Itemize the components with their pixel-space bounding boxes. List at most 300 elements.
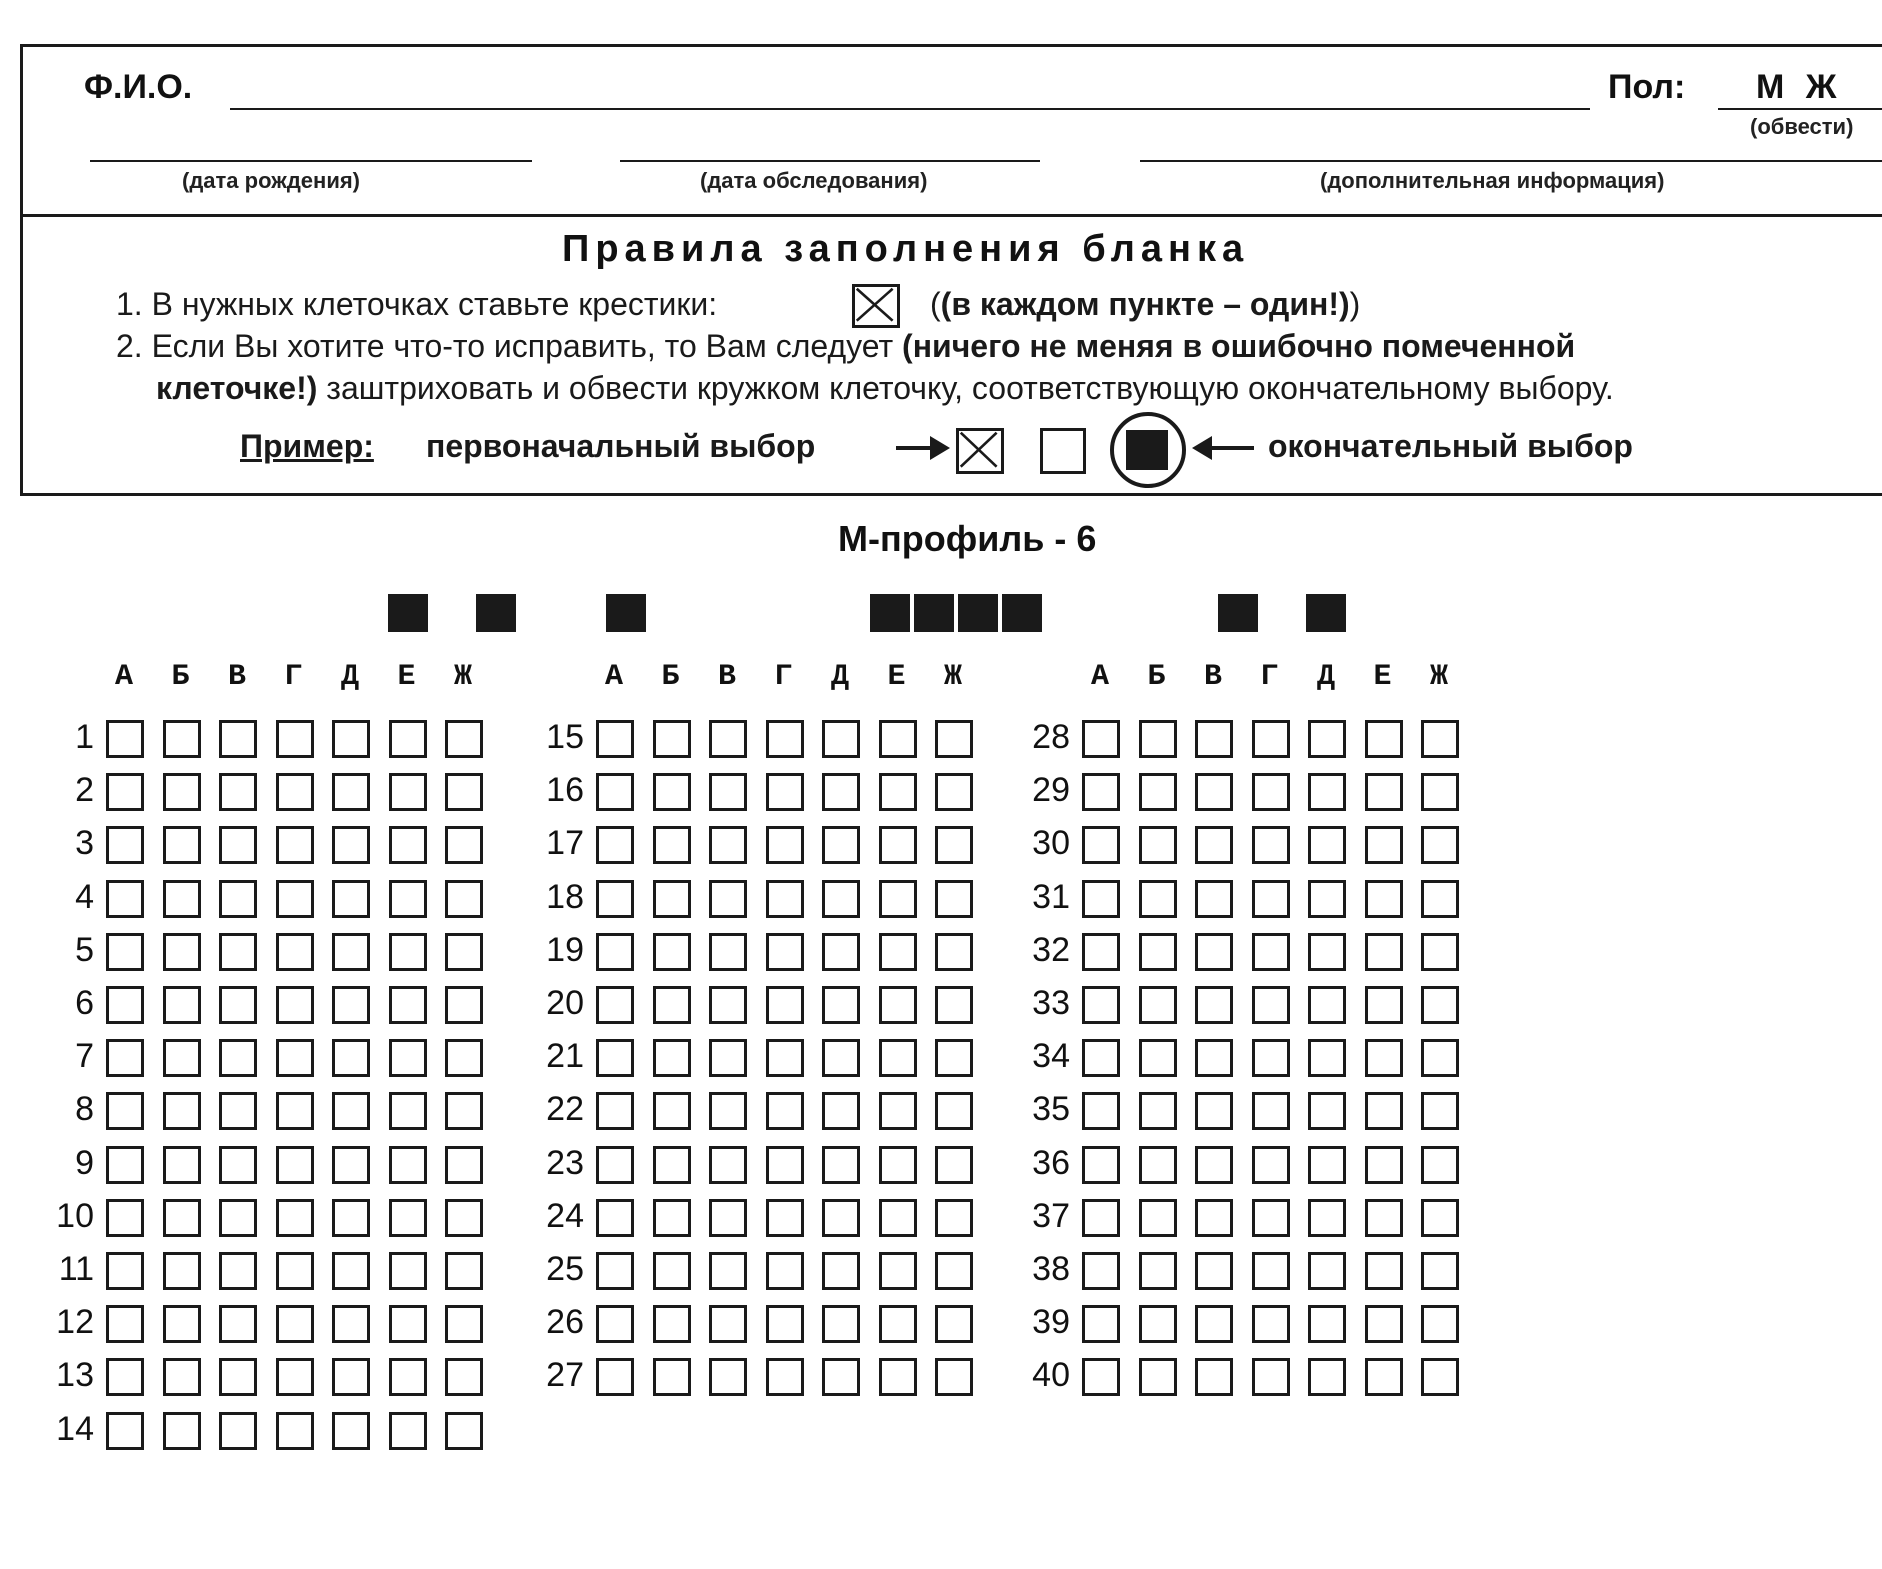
answer-checkbox[interactable] — [445, 933, 483, 971]
answer-checkbox[interactable] — [1195, 880, 1233, 918]
answer-checkbox[interactable] — [1421, 1252, 1459, 1290]
answer-checkbox[interactable] — [389, 1146, 427, 1184]
answer-checkbox[interactable] — [1252, 826, 1290, 864]
answer-checkbox[interactable] — [596, 1358, 634, 1396]
answer-checkbox[interactable] — [1421, 1199, 1459, 1237]
answer-checkbox[interactable] — [879, 1146, 917, 1184]
answer-checkbox[interactable] — [1139, 986, 1177, 1024]
answer-checkbox[interactable] — [332, 1412, 370, 1450]
answer-checkbox[interactable] — [332, 986, 370, 1024]
answer-checkbox[interactable] — [332, 880, 370, 918]
answer-checkbox[interactable] — [163, 773, 201, 811]
answer-checkbox[interactable] — [1252, 1039, 1290, 1077]
answer-checkbox[interactable] — [106, 720, 144, 758]
answer-checkbox[interactable] — [332, 1199, 370, 1237]
answer-checkbox[interactable] — [1195, 826, 1233, 864]
answer-checkbox[interactable] — [766, 1305, 804, 1343]
row-number: 36 — [1032, 1143, 1070, 1182]
answer-checkbox[interactable] — [1252, 880, 1290, 918]
answer-checkbox[interactable] — [1082, 1305, 1120, 1343]
answer-checkbox[interactable] — [935, 720, 973, 758]
answer-checkbox[interactable] — [1365, 880, 1403, 918]
answer-checkbox[interactable] — [766, 880, 804, 918]
answer-checkbox[interactable] — [766, 1146, 804, 1184]
answer-checkbox[interactable] — [332, 1252, 370, 1290]
answer-checkbox[interactable] — [1365, 1092, 1403, 1130]
answer-checkbox[interactable] — [1195, 1146, 1233, 1184]
answer-checkbox[interactable] — [1139, 773, 1177, 811]
answer-checkbox[interactable] — [1082, 1146, 1120, 1184]
answer-checkbox[interactable] — [332, 1092, 370, 1130]
answer-checkbox[interactable] — [1421, 933, 1459, 971]
answer-checkbox[interactable] — [1139, 1146, 1177, 1184]
answer-checkbox[interactable] — [276, 933, 314, 971]
answer-checkbox[interactable] — [709, 1358, 747, 1396]
answer-checkbox[interactable] — [653, 1092, 691, 1130]
answer-checkbox[interactable] — [709, 933, 747, 971]
answer-checkbox[interactable] — [822, 1146, 860, 1184]
answer-checkbox[interactable] — [1252, 933, 1290, 971]
answer-checkbox[interactable] — [1082, 986, 1120, 1024]
answer-checkbox[interactable] — [106, 1146, 144, 1184]
answer-checkbox[interactable] — [219, 1146, 257, 1184]
answer-checkbox[interactable] — [653, 986, 691, 1024]
answer-checkbox[interactable] — [1365, 1305, 1403, 1343]
answer-checkbox[interactable] — [709, 1039, 747, 1077]
answer-checkbox[interactable] — [389, 1039, 427, 1077]
answer-checkbox[interactable] — [709, 1146, 747, 1184]
answer-checkbox[interactable] — [653, 773, 691, 811]
answer-checkbox[interactable] — [332, 1146, 370, 1184]
answer-checkbox[interactable] — [1365, 773, 1403, 811]
answer-checkbox[interactable] — [389, 986, 427, 1024]
answer-checkbox[interactable] — [163, 1358, 201, 1396]
answer-checkbox[interactable] — [1139, 880, 1177, 918]
answer-checkbox[interactable] — [935, 1039, 973, 1077]
answer-checkbox[interactable] — [879, 1039, 917, 1077]
answer-checkbox[interactable] — [653, 720, 691, 758]
answer-checkbox[interactable] — [163, 1146, 201, 1184]
sex-options[interactable]: М Ж — [1756, 68, 1843, 106]
answer-checkbox[interactable] — [879, 1092, 917, 1130]
answer-checkbox[interactable] — [879, 1252, 917, 1290]
answer-checkbox[interactable] — [653, 1252, 691, 1290]
answer-checkbox[interactable] — [1082, 826, 1120, 864]
answer-checkbox[interactable] — [389, 1199, 427, 1237]
answer-checkbox[interactable] — [163, 1252, 201, 1290]
extra-info-field[interactable] — [1140, 160, 1882, 162]
answer-checkbox[interactable] — [1308, 1252, 1346, 1290]
answer-checkbox[interactable] — [1421, 720, 1459, 758]
answer-checkbox[interactable] — [879, 986, 917, 1024]
answer-checkbox[interactable] — [1082, 1092, 1120, 1130]
answer-checkbox[interactable] — [1195, 1039, 1233, 1077]
answer-checkbox[interactable] — [1195, 986, 1233, 1024]
answer-checkbox[interactable] — [879, 1305, 917, 1343]
answer-checkbox[interactable] — [276, 880, 314, 918]
answer-checkbox[interactable] — [445, 1039, 483, 1077]
answer-checkbox[interactable] — [822, 1039, 860, 1077]
answer-checkbox[interactable] — [935, 1305, 973, 1343]
answer-checkbox[interactable] — [1308, 1039, 1346, 1077]
answer-checkbox[interactable] — [1421, 1039, 1459, 1077]
rule2-text: 2. Если Вы хотите что-то исправить, то Вам следует — [116, 328, 894, 364]
answer-checkbox[interactable] — [1308, 986, 1346, 1024]
answer-checkbox[interactable] — [163, 1039, 201, 1077]
answer-checkbox[interactable] — [596, 880, 634, 918]
answer-checkbox[interactable] — [1421, 880, 1459, 918]
answer-checkbox[interactable] — [709, 720, 747, 758]
answer-checkbox[interactable] — [106, 880, 144, 918]
answer-checkbox[interactable] — [1082, 1039, 1120, 1077]
answer-checkbox[interactable] — [1082, 1358, 1120, 1396]
answer-checkbox[interactable] — [1139, 1199, 1177, 1237]
column-header: Г — [1260, 660, 1279, 694]
answer-checkbox[interactable] — [106, 986, 144, 1024]
answer-checkbox[interactable] — [879, 773, 917, 811]
answer-checkbox[interactable] — [332, 720, 370, 758]
answer-checkbox[interactable] — [935, 826, 973, 864]
answer-checkbox[interactable] — [596, 986, 634, 1024]
answer-checkbox[interactable] — [596, 1199, 634, 1237]
answer-checkbox[interactable] — [822, 720, 860, 758]
answer-checkbox[interactable] — [766, 986, 804, 1024]
answer-checkbox[interactable] — [1252, 1199, 1290, 1237]
answer-checkbox[interactable] — [1139, 720, 1177, 758]
answer-checkbox[interactable] — [106, 1252, 144, 1290]
answer-checkbox[interactable] — [822, 986, 860, 1024]
answer-checkbox[interactable] — [822, 1305, 860, 1343]
answer-checkbox[interactable] — [1421, 986, 1459, 1024]
answer-checkbox[interactable] — [1252, 720, 1290, 758]
answer-checkbox[interactable] — [709, 1199, 747, 1237]
answer-checkbox[interactable] — [276, 1199, 314, 1237]
answer-checkbox[interactable] — [332, 1039, 370, 1077]
answer-checkbox[interactable] — [1139, 1305, 1177, 1343]
column-header: Ж — [1429, 660, 1448, 694]
answer-checkbox[interactable] — [766, 1039, 804, 1077]
answer-checkbox[interactable] — [1308, 826, 1346, 864]
answer-checkbox[interactable] — [596, 826, 634, 864]
answer-checkbox[interactable] — [163, 986, 201, 1024]
answer-checkbox[interactable] — [1308, 720, 1346, 758]
answer-checkbox[interactable] — [332, 826, 370, 864]
answer-checkbox[interactable] — [445, 1199, 483, 1237]
answer-checkbox[interactable] — [1252, 1252, 1290, 1290]
answer-checkbox[interactable] — [276, 986, 314, 1024]
answer-checkbox[interactable] — [1421, 773, 1459, 811]
answer-checkbox[interactable] — [1082, 720, 1120, 758]
answer-checkbox[interactable] — [1082, 773, 1120, 811]
answer-checkbox[interactable] — [445, 826, 483, 864]
answer-checkbox[interactable] — [219, 933, 257, 971]
answer-checkbox[interactable] — [879, 1358, 917, 1396]
answer-checkbox[interactable] — [163, 933, 201, 971]
answer-checkbox[interactable] — [445, 1412, 483, 1450]
answer-checkbox[interactable] — [1139, 1252, 1177, 1290]
answer-checkbox[interactable] — [276, 773, 314, 811]
answer-checkbox[interactable] — [389, 773, 427, 811]
answer-checkbox[interactable] — [709, 1252, 747, 1290]
answer-checkbox[interactable] — [445, 1358, 483, 1396]
answer-checkbox[interactable] — [879, 880, 917, 918]
column-header: А — [604, 660, 623, 694]
answer-checkbox[interactable] — [1308, 1146, 1346, 1184]
answer-checkbox[interactable] — [935, 1146, 973, 1184]
answer-checkbox[interactable] — [1365, 720, 1403, 758]
answer-checkbox[interactable] — [1139, 1358, 1177, 1396]
row-number: 22 — [546, 1090, 584, 1129]
answer-checkbox[interactable] — [219, 1412, 257, 1450]
answer-checkbox[interactable] — [1082, 933, 1120, 971]
answer-checkbox[interactable] — [1365, 1146, 1403, 1184]
answer-checkbox[interactable] — [596, 1146, 634, 1184]
answer-checkbox[interactable] — [766, 826, 804, 864]
answer-checkbox[interactable] — [1308, 1092, 1346, 1130]
answer-checkbox[interactable] — [935, 933, 973, 971]
answer-checkbox[interactable] — [389, 1092, 427, 1130]
answer-checkbox[interactable] — [766, 1252, 804, 1290]
answer-checkbox[interactable] — [106, 1092, 144, 1130]
answer-checkbox[interactable] — [389, 1358, 427, 1396]
answer-checkbox[interactable] — [879, 826, 917, 864]
answer-checkbox[interactable] — [653, 1039, 691, 1077]
answer-checkbox[interactable] — [935, 1358, 973, 1396]
answer-checkbox[interactable] — [1421, 1305, 1459, 1343]
answer-checkbox[interactable] — [1308, 1358, 1346, 1396]
answer-checkbox[interactable] — [596, 773, 634, 811]
answer-checkbox[interactable] — [1252, 986, 1290, 1024]
answer-checkbox[interactable] — [1421, 1146, 1459, 1184]
answer-checkbox[interactable] — [879, 933, 917, 971]
answer-checkbox[interactable] — [709, 826, 747, 864]
answer-checkbox[interactable] — [163, 1412, 201, 1450]
answer-checkbox[interactable] — [389, 933, 427, 971]
answer-checkbox[interactable] — [935, 986, 973, 1024]
answer-checkbox[interactable] — [653, 933, 691, 971]
fio-field[interactable] — [230, 108, 1590, 110]
answer-checkbox[interactable] — [822, 880, 860, 918]
answer-checkbox[interactable] — [276, 1039, 314, 1077]
answer-checkbox[interactable] — [1365, 933, 1403, 971]
timing-mark — [1002, 594, 1042, 632]
answer-checkbox[interactable] — [276, 1358, 314, 1396]
answer-checkbox[interactable] — [219, 1199, 257, 1237]
answer-checkbox[interactable] — [276, 1305, 314, 1343]
answer-checkbox[interactable] — [822, 1252, 860, 1290]
answer-checkbox[interactable] — [1421, 826, 1459, 864]
answer-checkbox[interactable] — [822, 773, 860, 811]
answer-checkbox[interactable] — [653, 1199, 691, 1237]
answer-checkbox[interactable] — [219, 880, 257, 918]
answer-checkbox[interactable] — [445, 880, 483, 918]
answer-checkbox[interactable] — [106, 773, 144, 811]
answer-checkbox[interactable] — [1365, 1252, 1403, 1290]
answer-checkbox[interactable] — [163, 1305, 201, 1343]
answer-checkbox[interactable] — [276, 826, 314, 864]
answer-checkbox[interactable] — [709, 880, 747, 918]
answer-checkbox[interactable] — [445, 773, 483, 811]
answer-checkbox[interactable] — [822, 1199, 860, 1237]
answer-checkbox[interactable] — [219, 773, 257, 811]
answer-checkbox[interactable] — [1082, 1199, 1120, 1237]
answer-checkbox[interactable] — [276, 1252, 314, 1290]
answer-checkbox[interactable] — [1252, 773, 1290, 811]
answer-checkbox[interactable] — [106, 826, 144, 864]
answer-checkbox[interactable] — [1308, 773, 1346, 811]
answer-checkbox[interactable] — [709, 773, 747, 811]
answer-checkbox[interactable] — [163, 880, 201, 918]
answer-checkbox[interactable] — [163, 1092, 201, 1130]
answer-checkbox[interactable] — [1365, 1199, 1403, 1237]
answer-checkbox[interactable] — [445, 986, 483, 1024]
answer-checkbox[interactable] — [1195, 773, 1233, 811]
answer-checkbox[interactable] — [1195, 1358, 1233, 1396]
answer-checkbox[interactable] — [1139, 826, 1177, 864]
answer-checkbox[interactable] — [1365, 986, 1403, 1024]
answer-checkbox[interactable] — [332, 1305, 370, 1343]
answer-checkbox[interactable] — [389, 1252, 427, 1290]
answer-checkbox[interactable] — [709, 1092, 747, 1130]
answer-checkbox[interactable] — [1308, 1199, 1346, 1237]
answer-checkbox[interactable] — [766, 1092, 804, 1130]
answer-checkbox[interactable] — [1139, 1039, 1177, 1077]
answer-checkbox[interactable] — [389, 720, 427, 758]
answer-checkbox[interactable] — [106, 1412, 144, 1450]
fio-label: Ф.И.О. — [84, 68, 193, 106]
answer-checkbox[interactable] — [709, 986, 747, 1024]
answer-checkbox[interactable] — [1308, 880, 1346, 918]
answer-checkbox[interactable] — [332, 773, 370, 811]
column-header: Ж — [453, 660, 472, 694]
answer-checkbox[interactable] — [276, 720, 314, 758]
answer-checkbox[interactable] — [219, 1092, 257, 1130]
answer-checkbox[interactable] — [106, 1039, 144, 1077]
answer-checkbox[interactable] — [766, 1199, 804, 1237]
answer-checkbox[interactable] — [445, 1092, 483, 1130]
answer-checkbox[interactable] — [1195, 1252, 1233, 1290]
answer-checkbox[interactable] — [389, 826, 427, 864]
column-header: В — [1203, 660, 1222, 694]
answer-checkbox[interactable] — [596, 1252, 634, 1290]
answer-checkbox[interactable] — [219, 986, 257, 1024]
answer-checkbox[interactable] — [219, 1252, 257, 1290]
circled-filled-box-icon — [1108, 410, 1188, 490]
answer-checkbox[interactable] — [653, 1146, 691, 1184]
answer-checkbox[interactable] — [935, 1092, 973, 1130]
answer-checkbox[interactable] — [106, 1358, 144, 1396]
answer-checkbox[interactable] — [219, 1039, 257, 1077]
answer-checkbox[interactable] — [332, 1358, 370, 1396]
answer-checkbox[interactable] — [163, 720, 201, 758]
answer-checkbox[interactable] — [276, 1146, 314, 1184]
answer-checkbox[interactable] — [1252, 1358, 1290, 1396]
answer-checkbox[interactable] — [766, 933, 804, 971]
answer-checkbox[interactable] — [389, 1305, 427, 1343]
answer-checkbox[interactable] — [1082, 880, 1120, 918]
answer-checkbox[interactable] — [445, 1146, 483, 1184]
answer-checkbox[interactable] — [1139, 1092, 1177, 1130]
answer-checkbox[interactable] — [332, 933, 370, 971]
answer-checkbox[interactable] — [1195, 1199, 1233, 1237]
answer-checkbox[interactable] — [822, 1358, 860, 1396]
answer-checkbox[interactable] — [1421, 1358, 1459, 1396]
answer-checkbox[interactable] — [1252, 1092, 1290, 1130]
answer-checkbox[interactable] — [389, 1412, 427, 1450]
answer-checkbox[interactable] — [653, 1305, 691, 1343]
answer-checkbox[interactable] — [219, 1358, 257, 1396]
rule2-bold: (ничего не меняя в ошибочно помеченной — [902, 328, 1576, 364]
answer-checkbox[interactable] — [1252, 1305, 1290, 1343]
answer-checkbox[interactable] — [596, 1305, 634, 1343]
answer-checkbox[interactable] — [1308, 933, 1346, 971]
answer-checkbox[interactable] — [389, 880, 427, 918]
exam-date-field[interactable] — [620, 160, 1040, 162]
answer-checkbox[interactable] — [106, 1305, 144, 1343]
answer-checkbox[interactable] — [219, 826, 257, 864]
answer-checkbox[interactable] — [1139, 933, 1177, 971]
answer-checkbox[interactable] — [1195, 720, 1233, 758]
answer-checkbox[interactable] — [709, 1305, 747, 1343]
answer-checkbox[interactable] — [106, 1199, 144, 1237]
answer-checkbox[interactable] — [766, 773, 804, 811]
answer-checkbox[interactable] — [445, 1252, 483, 1290]
answer-checkbox[interactable] — [1195, 1092, 1233, 1130]
answer-checkbox[interactable] — [822, 933, 860, 971]
answer-checkbox[interactable] — [935, 1252, 973, 1290]
answer-checkbox[interactable] — [822, 1092, 860, 1130]
answer-checkbox[interactable] — [1365, 826, 1403, 864]
answer-checkbox[interactable] — [879, 1199, 917, 1237]
answer-checkbox[interactable] — [163, 1199, 201, 1237]
answer-checkbox[interactable] — [1421, 1092, 1459, 1130]
answer-checkbox[interactable] — [1082, 1252, 1120, 1290]
birth-date-field[interactable] — [90, 160, 532, 162]
answer-checkbox[interactable] — [596, 933, 634, 971]
answer-checkbox[interactable] — [766, 720, 804, 758]
answer-checkbox[interactable] — [935, 880, 973, 918]
answer-checkbox[interactable] — [653, 1358, 691, 1396]
answer-checkbox[interactable] — [1308, 1305, 1346, 1343]
answer-checkbox[interactable] — [596, 720, 634, 758]
answer-checkbox[interactable] — [935, 773, 973, 811]
extra-caption: (дополнительная информация) — [1320, 168, 1665, 193]
answer-checkbox[interactable] — [1195, 1305, 1233, 1343]
answer-checkbox[interactable] — [653, 880, 691, 918]
answer-checkbox[interactable] — [822, 826, 860, 864]
answer-checkbox[interactable] — [1195, 933, 1233, 971]
answer-checkbox[interactable] — [653, 826, 691, 864]
answer-checkbox[interactable] — [935, 1199, 973, 1237]
answer-checkbox[interactable] — [879, 720, 917, 758]
answer-checkbox[interactable] — [219, 1305, 257, 1343]
answer-checkbox[interactable] — [766, 1358, 804, 1396]
answer-checkbox[interactable] — [276, 1092, 314, 1130]
answer-checkbox[interactable] — [276, 1412, 314, 1450]
answer-checkbox[interactable] — [163, 826, 201, 864]
timing-mark — [388, 594, 428, 632]
answer-checkbox[interactable] — [596, 1092, 634, 1130]
answer-checkbox[interactable] — [445, 1305, 483, 1343]
answer-checkbox[interactable] — [1252, 1146, 1290, 1184]
answer-checkbox[interactable] — [596, 1039, 634, 1077]
rule2-cont-bold: клеточке!) — [156, 370, 318, 406]
answer-checkbox[interactable] — [1365, 1039, 1403, 1077]
answer-checkbox[interactable] — [219, 720, 257, 758]
answer-checkbox[interactable] — [106, 933, 144, 971]
answer-checkbox[interactable] — [445, 720, 483, 758]
answer-checkbox[interactable] — [1365, 1358, 1403, 1396]
